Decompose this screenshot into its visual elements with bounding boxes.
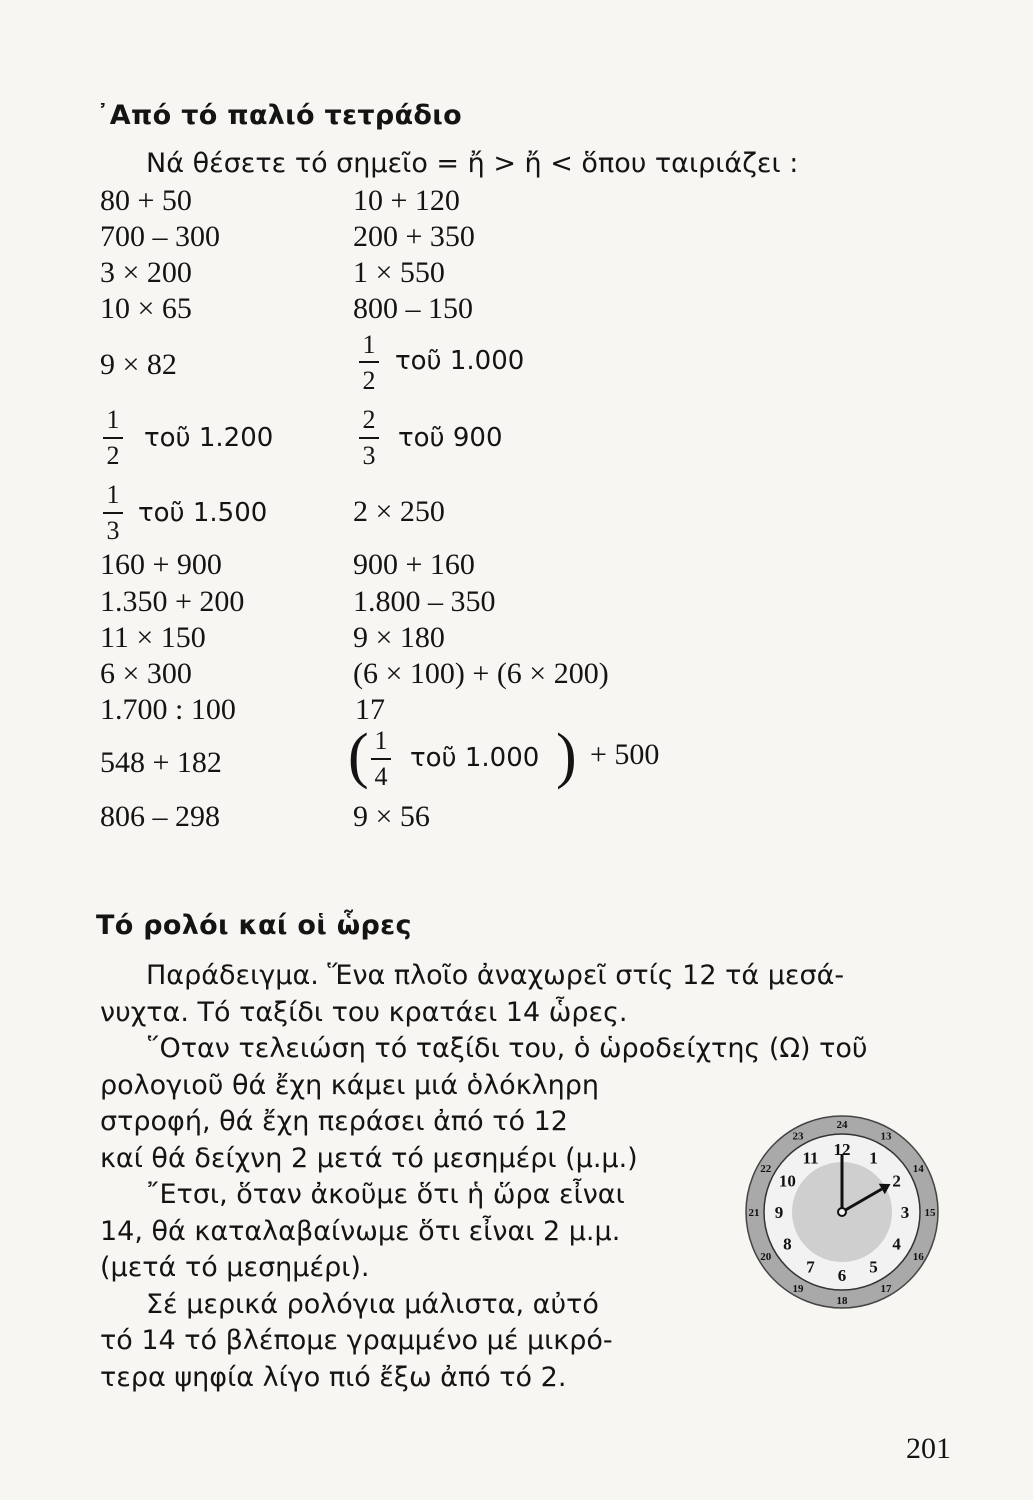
clock-illustration [742,1112,942,1312]
clock-inner-number: 3 [900,1203,910,1222]
expr-left-11: 6 × 300 [100,657,192,690]
paragraph-line: ρολογιοῦ θά ἔχη κάμει μιά ὁλόκληρη [100,1070,599,1101]
expr-left-4: 10 × 65 [100,292,192,325]
clock-outer-number: 23 [792,1130,804,1143]
paragraph-line: Σέ μερικά ρολόγια μάλιστα, αὐτό [146,1289,599,1320]
clock-inner-number: 10 [778,1171,796,1191]
clock-outer-number: 24 [836,1118,848,1131]
expr-right-8: 900 + 160 [353,548,475,581]
paragraph-line: Παράδειγμα. Ἕνα πλοῖο ἀναχωρεῖ στίς 12 τά μεσά- [146,960,845,991]
expr-left-5: 9 × 82 [100,348,177,381]
paragraph-line: 14, θά καταλαβαίνωμε ὅτι εἶναι 2 μ.μ. [100,1216,621,1247]
clock-outer-number: 15 [924,1206,936,1219]
clock-outer-number: 14 [912,1162,924,1175]
expr-left-13: 548 + 182 [100,746,222,779]
expr-right-13: τοῦ 1.000 [410,743,540,773]
fraction-denominator: 2 [362,366,376,395]
fraction-denominator: 3 [362,441,376,470]
expr-left-6: τοῦ 1.200 [144,423,274,453]
expr-right-5: τοῦ 1.000 [395,346,525,376]
clock-inner-number: 11 [802,1148,819,1168]
expr-right-14: 9 × 56 [353,800,430,833]
fraction-denominator: 3 [106,516,120,545]
fraction-numerator: 1 [106,480,120,509]
expr-left-2: 700 – 300 [100,220,220,253]
fraction-bar [103,512,123,514]
clock-outer-number: 13 [880,1130,892,1143]
paragraph-line: (μετά τό μεσημέρι). [100,1252,370,1283]
expr-right-4: 800 – 150 [353,292,473,325]
expr-right-11: (6 × 100) + (6 × 200) [353,657,609,690]
clock-outer-number: 16 [912,1250,924,1263]
expr-right-3: 1 × 550 [353,256,445,289]
clock-inner-number: 12 [833,1140,851,1159]
fraction-numerator: 1 [362,330,376,359]
expr-left-14: 806 – 298 [100,800,220,833]
close-parenthesis: ) [556,722,577,790]
expr-right-13b: + 500 [590,738,660,771]
page-number: 201 [906,1432,951,1465]
expr-right-7: 2 × 250 [353,495,445,528]
paragraph-line: νυχτα. Τό ταξίδι του κρατάει 14 ὧρες. [100,997,628,1028]
expr-left-9: 1.350 + 200 [100,585,245,618]
expr-right-9: 1.800 – 350 [353,585,496,618]
section-title-clock-hours: Τό ρολόι καί οἱ ὧρες [96,910,412,941]
expr-left-8: 160 + 900 [100,548,222,581]
expr-left-7: τοῦ 1.500 [138,498,268,528]
clock-outer-number: 17 [880,1283,892,1296]
fraction-bar [359,437,379,439]
fraction-bar [359,361,379,363]
clock-outer-number: 20 [760,1250,772,1263]
clock-outer-number: 22 [760,1162,772,1175]
clock-outer-number: 21 [748,1206,760,1219]
fraction-bar [103,437,123,439]
clock-inner-number: 6 [837,1265,847,1285]
expr-right-1: 10 + 120 [353,184,460,217]
expr-left-3: 3 × 200 [100,256,192,289]
expr-right-6: τοῦ 900 [398,423,503,453]
paragraph-line: τερα ψηφία λίγο πιό ἔξω ἀπό τό 2. [100,1362,567,1393]
paragraph-line: τό 14 τό βλέπομε γραμμένο μέ μικρό- [100,1325,613,1356]
clock-outer-number: 19 [792,1283,804,1296]
fraction-bar [371,758,391,760]
fraction-numerator: 1 [106,405,120,434]
clock-inner-number: 8 [783,1234,792,1254]
expr-right-12: 17 [355,693,385,726]
clock-inner-number: 5 [869,1257,878,1277]
paragraph-line: καί θά δείχνη 2 μετά τό μεσημέρι (μ.μ.) [100,1143,638,1174]
clock-inner-number: 7 [806,1257,815,1277]
expr-right-10: 9 × 180 [353,621,445,654]
paragraph-line: ῎Ετσι, ὅταν ἀκοῦμε ὅτι ἡ ὥρα εἶναι [146,1179,625,1210]
fraction-denominator: 4 [374,762,388,791]
clock-inner-number: 4 [892,1234,901,1254]
clock-inner-number: 2 [892,1171,901,1191]
clock-inner-number: 1 [869,1148,878,1168]
paragraph-line: στροφή, θά ἔχη περάσει ἀπό τό 12 [100,1106,568,1137]
expr-left-12: 1.700 : 100 [100,693,236,726]
expr-left-1: 80 + 50 [100,184,192,217]
fraction-numerator: 2 [362,405,376,434]
instruction-text: Νά θέσετε τό σημεῖο = ἤ > ἤ < ὅπου ταιριάζει : [146,148,799,179]
fraction-denominator: 2 [106,441,120,470]
clock-outer-number: 18 [836,1294,848,1307]
section-title-old-notebook: ᾿Από τό παλιό τετράδιο [96,100,462,131]
paragraph-line: ῞Οταν τελειώση τό ταξίδι του, ὁ ὡροδείχτης (Ω) τοῦ [146,1033,868,1064]
clock-inner-number: 9 [774,1203,784,1222]
open-parenthesis: ( [348,722,369,790]
clock-pivot [838,1208,846,1216]
expr-left-10: 11 × 150 [100,621,206,654]
fraction-numerator: 1 [374,726,388,755]
expr-right-2: 200 + 350 [353,220,475,253]
